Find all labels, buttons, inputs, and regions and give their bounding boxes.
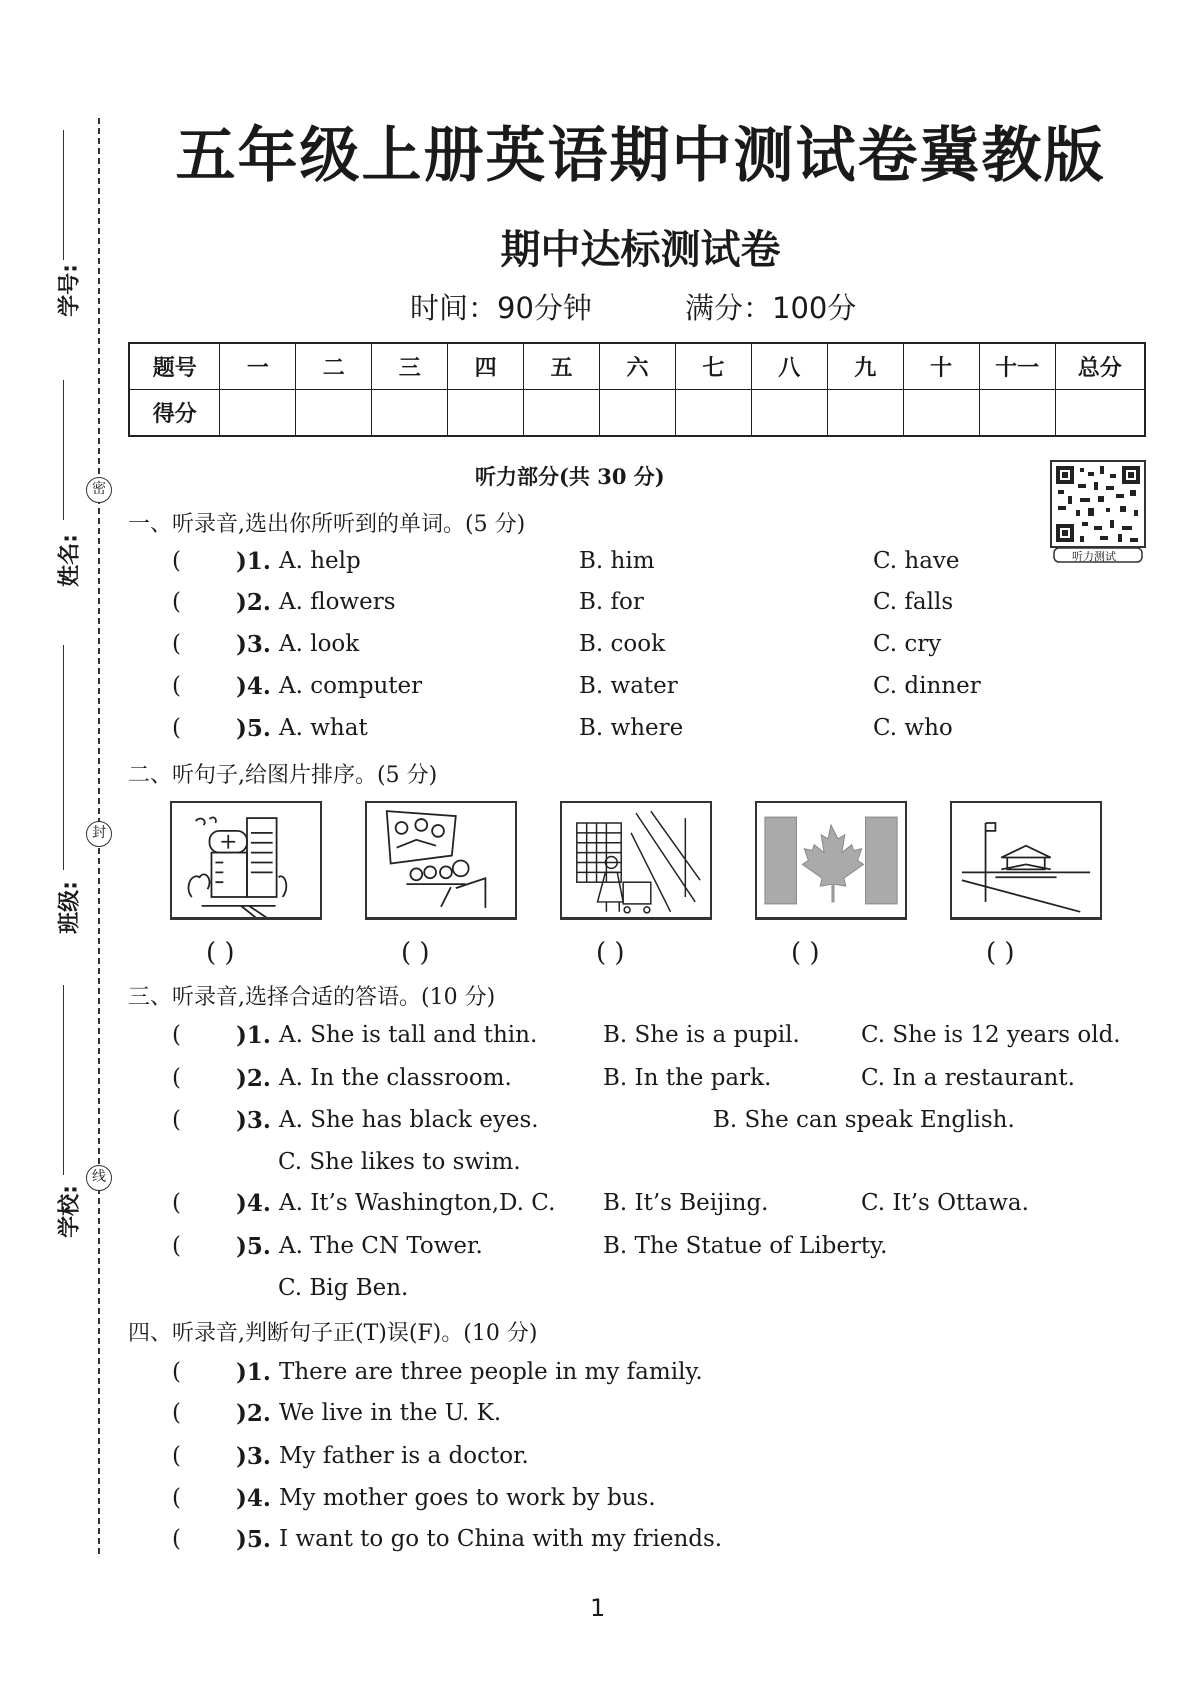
answer-paren[interactable]: ( (172, 1233, 181, 1259)
class-label: 班级: (57, 881, 83, 934)
item-number: )5. (236, 1233, 271, 1260)
item-number: )1. (236, 1022, 271, 1049)
option-c: C. Big Ben. (278, 1275, 409, 1301)
option-b: B. She is a pupil. (603, 1022, 800, 1048)
option-a: A. help (279, 548, 361, 574)
header-cell: 四 (448, 343, 524, 390)
option-b: B. She can speak English. (713, 1107, 1015, 1133)
full-score-label: 满分：100分 (685, 291, 857, 325)
header-cell: 八 (751, 343, 827, 390)
header-cell: 九 (827, 343, 903, 390)
answer-paren[interactable]: ( (172, 589, 181, 615)
option-b: B. cook (579, 631, 666, 657)
score-cell[interactable] (675, 390, 751, 437)
answer-paren[interactable]: ( (172, 715, 181, 741)
item-number: )3. (236, 631, 271, 658)
seal-mi: 密 (86, 477, 112, 503)
answer-paren[interactable]: ( ) (986, 938, 1015, 968)
statement: My mother goes to work by bus. (279, 1485, 656, 1511)
header-cell: 六 (600, 343, 676, 390)
item-number: )5. (236, 1526, 271, 1553)
option-a: A. computer (279, 673, 423, 699)
answer-paren[interactable]: ( (172, 1107, 181, 1133)
header-cell: 总分 (1055, 343, 1145, 390)
answer-paren[interactable]: ( (172, 673, 181, 699)
statement: We live in the U. K. (279, 1400, 502, 1426)
header-cell: 十一 (979, 343, 1055, 390)
header-cell: 题号 (129, 343, 220, 390)
option-c: C. dinner (873, 673, 981, 699)
score-cell[interactable] (220, 390, 296, 437)
student-id-label: 学号: (57, 264, 83, 317)
header-cell: 七 (675, 343, 751, 390)
option-a: A. In the classroom. (279, 1065, 512, 1091)
answer-paren[interactable]: ( (172, 548, 181, 574)
option-c: C. It’s Ottawa. (861, 1190, 1029, 1216)
option-c: C. In a restaurant. (861, 1065, 1075, 1091)
header-cell: 十 (903, 343, 979, 390)
item-number: )4. (236, 1190, 271, 1217)
score-cell[interactable] (751, 390, 827, 437)
score-table-row (129, 390, 1145, 437)
supermarket-icon (562, 803, 710, 917)
school-label: 学校: (57, 1185, 83, 1238)
picture-supermarket (560, 801, 712, 920)
seal-xian: 线 (86, 1165, 112, 1191)
option-a: A. look (279, 631, 360, 657)
listening-header: 听力部分(共 30 分) (475, 464, 665, 489)
statement: There are three people in my family. (279, 1359, 703, 1385)
name-line (63, 380, 64, 520)
section4-heading: 四、听录音,判断句子正(T)误(F)。(10 分) (128, 1321, 538, 1346)
score-cell[interactable] (448, 390, 524, 437)
option-c: C. falls (873, 589, 954, 615)
answer-paren[interactable]: ( ) (206, 938, 235, 968)
score-cell[interactable] (524, 390, 600, 437)
score-table (128, 342, 1146, 437)
statement: I want to go to China with my friends. (279, 1526, 723, 1552)
score-cell[interactable] (827, 390, 903, 437)
option-a: A. The CN Tower. (279, 1233, 483, 1259)
picture-tiananmen (950, 801, 1102, 920)
item-number: )1. (236, 548, 271, 575)
hospital-icon (172, 803, 320, 917)
answer-paren[interactable]: ( (172, 1485, 181, 1511)
time-label: 时间：90分钟 (410, 291, 592, 325)
option-a: A. It’s Washington,D. C. (279, 1190, 556, 1216)
option-b: B. where (579, 715, 684, 741)
item-number: )4. (236, 673, 271, 700)
option-c: C. She likes to swim. (278, 1149, 521, 1175)
item-number: )2. (236, 1065, 271, 1092)
item-number: )2. (236, 589, 271, 616)
item-number: )3. (236, 1443, 271, 1470)
tiananmen-icon (952, 803, 1100, 917)
page-subtitle: 期中达标测试卷 (500, 227, 781, 273)
statement: My father is a doctor. (279, 1443, 529, 1469)
score-cell[interactable] (600, 390, 676, 437)
answer-paren[interactable]: ( ) (791, 938, 820, 968)
score-cell[interactable] (1055, 390, 1145, 437)
option-a: A. She has black eyes. (279, 1107, 539, 1133)
option-c: C. who (873, 715, 953, 741)
answer-paren[interactable]: ( (172, 1359, 181, 1385)
item-number: )1. (236, 1359, 271, 1386)
qr-code (1050, 460, 1146, 563)
page-title: 五年级上册英语期中测试卷冀教版 (175, 121, 1106, 191)
name-label: 姓名: (57, 534, 83, 587)
option-b: B. for (579, 589, 644, 615)
score-cell[interactable] (903, 390, 979, 437)
option-b: B. In the park. (603, 1065, 772, 1091)
section1-heading: 一、听录音,选出你所听到的单词。(5 分) (128, 512, 526, 537)
school-line (63, 985, 64, 1175)
qr-caption: 听力测试 (1072, 550, 1116, 563)
option-b: B. The Statue of Liberty. (603, 1233, 888, 1259)
answer-paren[interactable]: ( ) (401, 938, 430, 968)
option-b: B. him (579, 548, 655, 574)
score-cell[interactable] (296, 390, 372, 437)
class-line (63, 645, 64, 870)
score-cell[interactable] (979, 390, 1055, 437)
answer-paren[interactable]: ( (172, 1065, 181, 1091)
item-number: )2. (236, 1400, 271, 1427)
option-a: A. what (279, 715, 368, 741)
item-number: )3. (236, 1107, 271, 1134)
option-b: B. water (579, 673, 678, 699)
page-number: 1 (590, 1594, 606, 1622)
classroom-icon (367, 803, 515, 917)
canada-flag-icon (757, 803, 905, 917)
option-a: A. flowers (279, 589, 396, 615)
picture-classroom (365, 801, 517, 920)
option-c: C. have (873, 548, 960, 574)
header-cell: 三 (372, 343, 448, 390)
option-c: C. cry (873, 631, 942, 657)
option-a: A. She is tall and thin. (279, 1022, 538, 1048)
picture-hospital (170, 801, 322, 920)
item-number: )4. (236, 1485, 271, 1512)
header-cell: 一 (220, 343, 296, 390)
answer-paren[interactable]: ( (172, 1526, 181, 1552)
score-table-header (129, 343, 1145, 390)
option-b: B. It’s Beijing. (603, 1190, 769, 1216)
picture-canada-flag (755, 801, 907, 920)
section3-heading: 三、听录音,选择合适的答语。(10 分) (128, 985, 496, 1010)
section2-heading: 二、听句子,给图片排序。(5 分) (128, 763, 438, 788)
answer-paren[interactable]: ( (172, 631, 181, 657)
seal-feng: 封 (86, 821, 112, 847)
answer-paren[interactable]: ( (172, 1400, 181, 1426)
score-cell[interactable] (372, 390, 448, 437)
header-cell: 二 (296, 343, 372, 390)
answer-paren[interactable]: ( (172, 1022, 181, 1048)
item-number: )5. (236, 715, 271, 742)
answer-paren[interactable]: ( (172, 1190, 181, 1216)
header-cell: 五 (524, 343, 600, 390)
option-c: C. She is 12 years old. (861, 1022, 1121, 1048)
answer-paren[interactable]: ( ) (596, 938, 625, 968)
answer-paren[interactable]: ( (172, 1443, 181, 1469)
row-label: 得分 (129, 390, 220, 437)
